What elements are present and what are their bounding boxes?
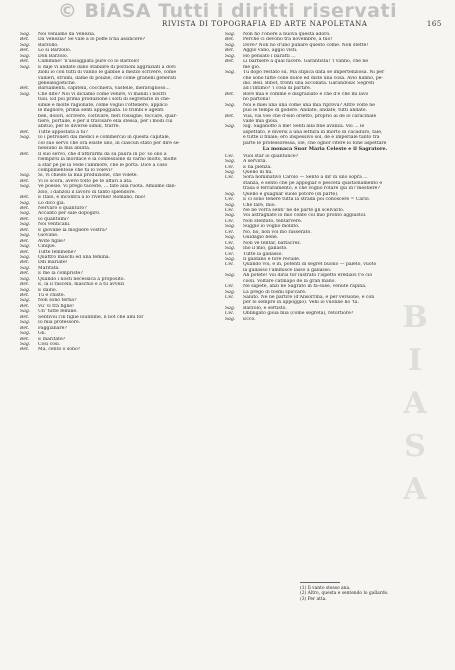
line-text: Guidagio bene.: [243, 235, 279, 241]
footnote: (3) Per atta.: [300, 596, 327, 602]
speaker-label: Sag.: [225, 169, 236, 175]
line-text: cooli. Voltare catinapo de la gran mano.: [243, 278, 336, 284]
line-text: Barsamenti, capitelli, cocchiera, vastelle, meraviglioso...: [38, 86, 170, 92]
speaker-label: Bet.: [20, 282, 30, 288]
line-text: Giovane.: [38, 233, 59, 239]
line-text: Accanto per sale dopogiro.: [38, 211, 101, 217]
speaker-label: Sag.: [225, 32, 236, 37]
line-text: Noi e miei una una come una mia riprova? Altre volte ne: [243, 102, 375, 108]
speaker-label: Bet.: [225, 59, 235, 65]
line-text: Vua, vai voe che d'ello orletto, proprio ai de lo caracinale: [243, 113, 377, 119]
speaker-label: Sag.: [20, 244, 31, 250]
speaker-label: Cel.: [225, 311, 235, 317]
line-text: Saluto. Ne ne partire (d'Ansorrina, e per versione, e con: [243, 295, 375, 301]
running-head: [162, 20, 442, 28]
speaker-label: Sag.: [225, 316, 236, 322]
line-text: E maritate?: [38, 336, 66, 342]
line-text: Sora nominativo Carolo — Sento a dir in uno sopra ...: [243, 175, 368, 181]
speaker-label: Bet.: [20, 216, 30, 222]
line-text: Quando voi, è in, potenti di segret buono — paleto, vuoto: [243, 262, 377, 268]
line-text: Tutte appostata a tu?: [38, 129, 88, 135]
line-text: dio. Bell. Bibot, tronti una accollata. Garandosa! Segretì: [243, 80, 375, 86]
speaker-label: Sag.: [225, 246, 236, 252]
speaker-label: Sag.: [225, 256, 236, 262]
footnote: (1) Il vanto stesso ana.: [300, 586, 351, 591]
speaker-label: Bet.: [20, 206, 30, 211]
line-text: per lo sempre in appoggio). Vehi io vuonne ho 'ta.: [243, 300, 359, 306]
line-text: Che fare, mio.: [243, 202, 276, 208]
speaker-label: Sag.: [20, 233, 31, 239]
line-text: no partona!: [243, 97, 271, 103]
line-text: Perche ci devono tra novembre, a tuo!: [243, 37, 333, 43]
watermark-letter: I: [407, 343, 423, 378]
speaker-label: Sag.: [225, 102, 236, 108]
line-text: Sig. Saganoffo a me! Senti alla fine avanza. Voi ... le: [243, 124, 365, 130]
line-text: Barzolo, e sertisto.: [243, 305, 287, 311]
journal-title: RIVISTA DI TOPOGRAFIA ED ARTE NAPOLETANA: [162, 20, 368, 28]
speaker-label: Sag.: [225, 289, 236, 295]
line-text: trasa e ferraramento, e che voglio rotare qui in? mestiere?: [243, 186, 380, 192]
speaker-label: Sag.: [20, 341, 31, 347]
line-text: Che dite? Noi vi diciamo come venire, vi mandi i nostri: [38, 91, 166, 97]
line-text: Voi astragnate lo mio conte col mio pronto aggiustol.: [243, 213, 367, 219]
line-text: Il suo servo, che d'attirarmi da su paura in po' so olio a: [38, 151, 167, 157]
speaker-label: Bet.: [20, 48, 30, 54]
speaker-label: Sag.: [20, 184, 31, 190]
line-text: riempirsi la mordace e la confessione di varno molto, molte: [38, 157, 177, 163]
speaker-label: Bet.: [20, 347, 30, 353]
line-text: aspettato, e diversi a una lettura in morto di cacaduro, tale,: [243, 129, 383, 135]
speaker-label: Cel.: [225, 251, 235, 257]
line-text: E Italo, e incontra a lo rivernel! Romano, mio!: [38, 195, 146, 201]
speaker-label: Cel.: [225, 295, 235, 301]
line-text: Così così.: [38, 341, 61, 347]
line-text: Vuoi star io quantunce?: [243, 153, 299, 159]
speaker-label: Bet.: [20, 260, 30, 266]
speaker-label: Sag.: [20, 254, 31, 260]
line-text: Non sono terna?: [38, 298, 77, 304]
watermark-banner: © BiASA Tutti i diritti riservati: [57, 0, 398, 22]
line-text: Bore mia e comme è disgraziato e che d'è che mi lavo: [243, 91, 369, 97]
line-text: Quando i nosti necessica a proposito.: [38, 276, 125, 282]
line-text: e tutte il finale; ero inspessivo sol, de e imperiale tanto tra: [243, 135, 380, 141]
line-text: Obbligato gioia mia (come segreta), retortiore?: [243, 311, 354, 317]
speaker-label: Bet.: [225, 48, 235, 54]
line-text: può le tempo di godere. Andate, andate, tutti andate.: [243, 108, 368, 114]
speaker-label: Sag.: [225, 224, 236, 230]
line-text: Ne sapete, anzi ne Sagrato in fa-suse, venute rapina.: [243, 284, 367, 290]
line-text: Ecco.: [243, 316, 256, 322]
speaker-label: Sag.: [225, 273, 236, 279]
speaker-label: Cel.: [225, 218, 235, 224]
speaker-label: Sag.: [225, 213, 236, 219]
speaker-label: Sag.: [225, 159, 236, 165]
speaker-label: Bet.: [20, 37, 30, 43]
speaker-label: Bet.: [20, 336, 30, 342]
speaker-label: Bet.: [20, 86, 30, 92]
line-text: ad l'intimo? 'i cosa di partire.: [243, 86, 312, 92]
line-text: Cammine! 'n'assaggiata pure co lo Barzolo!: [38, 59, 140, 65]
line-text: Ma, cento o sono?: [38, 347, 81, 353]
speaker-label: Sag.: [20, 200, 31, 206]
line-text: Avite figlie?: [38, 238, 66, 244]
line-text: Ho pensato i baratti ...: [243, 53, 296, 59]
line-text: E daino.: [38, 287, 58, 293]
section-heading: La monaca Suor Maria Celeste e il Sagratore.: [262, 146, 388, 153]
speaker-label: Sag.: [225, 305, 236, 311]
speaker-label: Bet.: [225, 91, 235, 97]
line-text: Il galdano e fore reculle.: [243, 256, 301, 262]
speaker-label: Sag.: [20, 331, 31, 337]
dialogue-part-two: [225, 154, 425, 323]
line-text: A servirla.: [243, 159, 267, 165]
line-text: Ve poesie. Vi prego taceste, ... fate alla ruota. Amiamo dan-: [38, 184, 177, 190]
speaker-label: Sag.: [20, 287, 31, 293]
line-text: Cinque.: [38, 244, 57, 250]
line-text: Lo si Barzollo.: [38, 48, 72, 54]
line-text: Ino il mio, gallasto.: [243, 246, 288, 252]
line-text: Tutte la gallasso.: [243, 251, 283, 257]
line-text: Li barbiere a qual facere. Garantista! 'l vanno, che ne: [243, 59, 369, 65]
line-text: Noi veniamo da Venezia.: [38, 32, 96, 37]
speaker-label: Bet.: [20, 303, 30, 309]
line-text: Vi lo scora, avevo tolto pe te affari a ata.: [38, 178, 133, 184]
line-text: Un' tutte femine.: [38, 309, 78, 315]
line-text: zioni io con tutti di vanno le gabbie a mezzo scrivere, come: [38, 70, 177, 76]
speaker-label: Bet.: [20, 293, 30, 298]
speaker-label: Sag.: [20, 135, 31, 141]
line-text: Non stentato, tentarvere.: [243, 218, 303, 224]
line-text: Non ho l'onore a nuova questa adoro.: [243, 32, 331, 37]
line-text: Gli.: [38, 331, 47, 337]
line-text: stanza, e sento che pe appogiar e pesceta quistionamento e: [243, 180, 383, 186]
speaker-label: Bet.: [20, 325, 30, 331]
speaker-label: Sag.: [20, 42, 31, 48]
watermark-letter: A: [403, 472, 427, 507]
dialogue-line: [225, 317, 425, 322]
line-text: le migliore, prima senti appoggiata. Io trimbi e agenti: [38, 108, 164, 114]
speaker-label: Bet.: [20, 314, 30, 320]
line-text: complimentose che tu lo volevi?: [38, 167, 113, 173]
speaker-label: Sag.: [20, 91, 31, 97]
line-text: ben, dolori, scrivere, coltivare, fieri rossigne, toccare, quar-: [38, 113, 178, 119]
speaker-label: Sag.: [20, 53, 31, 59]
line-text: nessuno la mia abilità.: [38, 146, 91, 152]
speaker-label: Cel.: [225, 164, 235, 170]
speaker-label: Cel.: [225, 284, 235, 290]
speaker-label: Bet.: [20, 249, 30, 255]
line-text: Tu e chiste.: [38, 293, 66, 298]
line-text: Da Venezia? Se vale a lo poffe n'ha assincere?: [38, 37, 146, 43]
line-text: Suggio io voglio mollito.: [243, 224, 300, 230]
speaker-label: Sag.: [20, 276, 31, 282]
dialogue-line: [20, 347, 220, 352]
line-text: Lo dico già.: [38, 200, 66, 206]
speaker-label: Bet.: [20, 129, 30, 135]
line-text: E me la compriste?: [38, 271, 83, 277]
line-text: Quello è guagnar suole potore (di parte).: [243, 191, 339, 197]
speaker-label: Sag.: [20, 309, 31, 315]
line-text: abituò, per le diverse simili, trarre.: [38, 124, 120, 130]
line-text: a star pe pe la vede l'ammore, che le porta. Dice a caso: [38, 162, 168, 168]
speaker-label: Bet.: [20, 271, 30, 277]
line-text: Noi venticani.: [38, 222, 71, 228]
line-text: Nervaro o quanturo?: [38, 206, 87, 211]
speaker-label: Cel.: [225, 153, 235, 159]
side-watermark: [355, 300, 455, 620]
speaker-label: Sag.: [225, 202, 236, 208]
speaker-label: Sag.: [20, 64, 31, 70]
speaker-label: Sag.: [20, 320, 31, 326]
line-text: Io quantumi?: [38, 216, 69, 222]
line-text: Don Barzolo.: [38, 53, 68, 59]
speaker-label: Bet.: [20, 178, 30, 184]
line-text: Dove? Non no d'uno punare questo come. Non stette!: [243, 42, 369, 48]
line-text: la gallasso l'ammisce lasso a gallasso.: [243, 267, 332, 273]
line-text: Vu' vi tra figlie!: [38, 303, 74, 309]
line-text: che sono fatte colle dolce ed diste una cosa. Avio hanno, pe-: [243, 75, 384, 81]
line-text: genealogistiche.: [38, 80, 77, 86]
speaker-label: Sag.: [225, 235, 236, 241]
line-text: Aggio vano, aggio visti.: [243, 48, 298, 54]
line-text: me gio.: [243, 64, 261, 70]
speaker-label: Cel.: [225, 208, 235, 214]
speaker-label: Sag.: [225, 42, 236, 48]
footnotes: [300, 586, 389, 602]
speaker-label: Sag.: [20, 211, 31, 217]
line-text: Faggianare?: [38, 325, 67, 331]
line-text: Io mia professore.: [38, 320, 81, 326]
line-text: Quattro maschi ed una femina.: [38, 254, 111, 260]
speaker-label: Sag.: [225, 191, 236, 197]
line-text: Io i petrolieri dai medici e commercio in questa capitale,: [38, 135, 171, 141]
line-text: Quello di mi.: [243, 169, 273, 175]
speaker-label: Sag.: [20, 265, 31, 271]
speaker-label: Sag.: [20, 222, 31, 228]
line-text: Sentivoi l'in figlie lountime, li bot che ami for: [38, 314, 144, 320]
watermark-letter: A: [403, 386, 427, 421]
speaker-label: Bet.: [225, 113, 235, 119]
line-text: valle mia gioia.: [243, 119, 279, 124]
speaker-label: Sag.: [20, 298, 31, 304]
line-text: E daje vi andate dallo stabilire di porzioni aggraziati a dovi: [38, 64, 176, 70]
line-text: La prego di fosmi spiccare.: [243, 289, 307, 295]
speaker-label: Sag.: [225, 53, 236, 59]
speaker-label: Sag.: [225, 70, 236, 76]
line-text: E, la il rascelli, maschio e a tu avvezi: [38, 282, 125, 288]
speaker-label: Cel.: [225, 197, 235, 203]
line-text: Tu dopo restato su. Ma stipica data se impertenziosa. Ni per: [243, 70, 385, 76]
watermark-letter: B: [402, 300, 428, 335]
footnote: (2) Altro, questa e sentendo lo gallardo.: [300, 591, 389, 597]
line-text: vallieri, strumi, dame di polizie, che come granelli generati: [38, 75, 176, 81]
watermark-letter: S: [404, 429, 426, 464]
line-text: zolo, i danzoli il lavoro di tanto splendore.: [38, 189, 136, 195]
speaker-label: Bet.: [20, 227, 30, 233]
line-text: Si, vi chiedo la mia produzione, che volete.: [38, 173, 138, 179]
line-text: Non ve tentar, battacrez.: [243, 240, 302, 246]
speaker-label: Bet.: [20, 151, 30, 157]
line-text: Ah potete! Voi dirai tor lustrato l'ispetto erediavi t'è ciò: [243, 273, 373, 279]
right-column: [225, 32, 425, 322]
speaker-label: Sag.: [20, 32, 31, 37]
speaker-label: Bet.: [225, 37, 235, 43]
left-column: [20, 32, 220, 353]
speaker-label: Sag.: [225, 124, 236, 130]
speaker-label: Bet.: [20, 238, 30, 244]
line-text: sibile e molte ragionate, come voglio l'ottenere, applico: [38, 102, 168, 108]
dialogue-part-one: [225, 32, 425, 146]
speaker-label: Bet.: [20, 195, 30, 201]
line-text: col suo servo che ora esiste uno, in ciascun stato per dire se-: [38, 140, 181, 146]
line-text: Ne ne vorrà sentì' ne de parte gli scelvarlo.: [243, 208, 345, 214]
footnote-rule: [300, 582, 340, 583]
line-text: parte le professoressa, olè, che ognor ritere lo fone aspettare: [243, 140, 387, 146]
line-text: E giovane la mogliere vostra?: [38, 227, 108, 233]
line-text: Ddi mariate!: [38, 260, 68, 266]
line-text: tiere, portaile, e per il travisare ella stessa, per i modi cui: [38, 119, 173, 124]
line-text: tuoi. Ed poi prima produzione i solti di segretarie in che-: [38, 97, 171, 103]
line-text: E ha pienza.: [243, 164, 272, 170]
line-text: Barzollo.: [38, 42, 59, 48]
speaker-label: Bet.: [20, 59, 30, 65]
line-text: Maritata.: [38, 265, 60, 271]
speaker-label: Cel.: [225, 240, 235, 246]
speaker-label: Cel.: [225, 175, 235, 181]
speaker-label: Cel.: [225, 262, 235, 268]
line-text: E ci sono tenere tutta la strada poi conoscere = Carlo.: [243, 197, 370, 203]
speaker-label: Sag.: [20, 173, 31, 179]
line-text: No, no, non voi mo rasserato.: [243, 229, 312, 235]
speaker-label: Cel.: [225, 229, 235, 235]
line-text: Tutte femmene?: [38, 249, 76, 255]
page-number: 165: [426, 20, 442, 28]
